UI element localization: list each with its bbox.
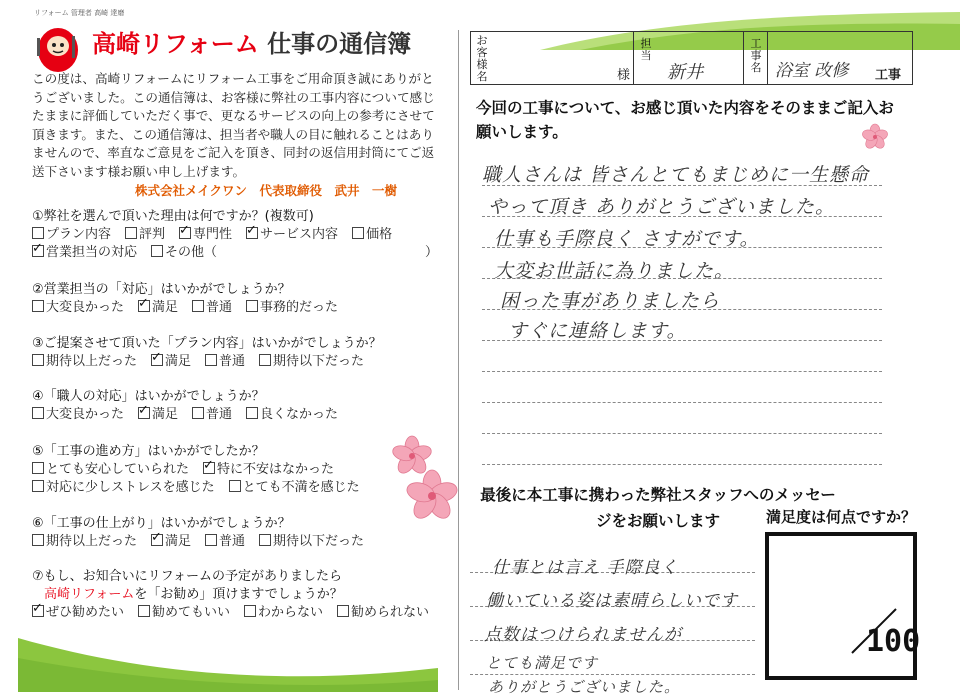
daruma-logo xyxy=(28,16,88,76)
option[interactable] xyxy=(151,245,438,260)
option-label: 特に不安はなかった xyxy=(217,462,335,477)
option[interactable] xyxy=(32,480,215,495)
impressions-prompt: 今回の工事について、お感じ頂いた内容をそのままご記入お願いします。 xyxy=(476,99,894,141)
question-1 xyxy=(32,208,452,262)
option-label: 普通 xyxy=(219,534,246,549)
option-label: 満足 xyxy=(165,534,192,549)
option[interactable] xyxy=(32,534,137,549)
option-label: 良くなかった xyxy=(260,407,339,422)
checkbox[interactable] xyxy=(32,534,44,546)
message-line: とても満足です xyxy=(486,654,599,672)
question-title-text: ①弊社を選んで頂いた理由は何ですか？(複数可) xyxy=(32,209,314,224)
satisfaction-score: 100 xyxy=(866,624,921,659)
option-label: 期待以下だった xyxy=(273,534,365,549)
tanto-label: 担当 xyxy=(640,37,652,62)
brand-name: 高崎リフォーム xyxy=(44,587,135,602)
option-label: 期待以下だった xyxy=(273,354,365,369)
option-row xyxy=(32,353,382,371)
option-label: 期待以上だった xyxy=(46,534,138,549)
impression-line: すぐに連絡します。 xyxy=(508,320,687,342)
checkbox[interactable] xyxy=(192,300,204,312)
option-label: 勧められない xyxy=(351,605,430,620)
option-row xyxy=(32,299,352,317)
koji-suffix: 工事 xyxy=(875,68,902,83)
checkbox[interactable] xyxy=(32,227,44,239)
option[interactable] xyxy=(352,227,392,242)
option-label: サービス内容 xyxy=(260,227,339,242)
option-label: 専門性 xyxy=(193,227,233,242)
question-title xyxy=(32,515,378,533)
option-label: 普通 xyxy=(206,407,233,422)
option[interactable] xyxy=(246,300,338,315)
option-label: とても不満を感じた xyxy=(242,480,360,495)
option-label: 営業担当の対応 xyxy=(46,245,138,260)
option-label: 満足 xyxy=(165,354,192,369)
option[interactable] xyxy=(151,354,191,369)
question-2 xyxy=(32,281,352,317)
option[interactable] xyxy=(32,407,124,422)
checkbox[interactable] xyxy=(32,354,44,366)
impression-line: 仕事も手際良く さすがです。 xyxy=(494,228,760,250)
option[interactable] xyxy=(203,462,334,477)
logo-caption: リフォーム 管理者 高崎 達磨 xyxy=(34,9,125,17)
question-title-text: を「お勧め」頂けますでしょうか？ xyxy=(134,587,343,602)
question-title-text: ②営業担当の「対応」はいかがでしょうか？ xyxy=(32,282,291,297)
checkbox[interactable] xyxy=(125,227,137,239)
checkbox[interactable] xyxy=(138,605,150,617)
satisfaction-prompt: 満足度は何点ですか？ xyxy=(766,508,917,526)
checkbox[interactable] xyxy=(244,605,256,617)
option-label: 満足 xyxy=(152,407,179,422)
option[interactable] xyxy=(244,605,323,620)
option-row xyxy=(32,604,443,622)
checked-checkbox[interactable] xyxy=(246,227,258,239)
option[interactable] xyxy=(246,227,338,242)
impression-line: やって頂き ありがとうございました。 xyxy=(488,196,836,218)
question-5 xyxy=(32,443,374,497)
question-title xyxy=(32,335,382,353)
brand-name: 高崎リフォーム xyxy=(92,30,259,58)
option-row xyxy=(32,461,374,479)
intro-text: この度は、高崎リフォームにリフォーム工事をご用命頂き誠にありがとうございました。この通信簿は、お客様に弊社の工事内容について感じたままに評価していただく事で、更なるサービスの向上の参考にさせて頂きます。また、この通信簿は、担当者や職人の目に触れることはありませんので、率直なご意見をご記入を頂き、同封の返信用封筒にてご返送下さいます様お願い申し上げます。 xyxy=(32,71,435,179)
option-row xyxy=(32,226,452,244)
checkbox[interactable] xyxy=(151,245,163,257)
impression-line: 困った事がありましたら xyxy=(500,290,721,312)
checkbox[interactable] xyxy=(337,605,349,617)
option-row xyxy=(32,406,352,424)
message-line: ありがとうございました。 xyxy=(488,678,681,696)
option[interactable] xyxy=(138,300,178,315)
option[interactable] xyxy=(179,227,232,242)
option-label: 評判 xyxy=(139,227,166,242)
option-label: その他（ ） xyxy=(165,245,439,260)
option[interactable] xyxy=(259,534,364,549)
option[interactable] xyxy=(32,462,189,477)
question-title xyxy=(32,281,352,299)
option[interactable] xyxy=(138,605,230,620)
checked-checkbox[interactable] xyxy=(151,354,163,366)
title-rest: 仕事の通信簿 xyxy=(258,30,412,58)
checkbox[interactable] xyxy=(205,534,217,546)
center-divider xyxy=(458,30,459,690)
option-label: とても安心していられた xyxy=(46,462,190,477)
customer-info-form xyxy=(470,31,913,85)
option[interactable] xyxy=(32,605,124,620)
option-label: 勧めてもいい xyxy=(152,605,231,620)
option-row xyxy=(32,244,452,262)
checkbox[interactable] xyxy=(32,462,44,474)
message-line: 仕事とは言え 手際良く xyxy=(492,558,679,578)
option-label: 普通 xyxy=(206,300,233,315)
option-label: 大変良かった xyxy=(46,300,125,315)
page-title xyxy=(92,24,411,59)
question-3 xyxy=(32,335,382,371)
option-row xyxy=(32,533,378,551)
checkbox[interactable] xyxy=(259,354,271,366)
option[interactable] xyxy=(151,534,191,549)
checkbox[interactable] xyxy=(259,534,271,546)
option[interactable] xyxy=(138,407,178,422)
option[interactable] xyxy=(192,300,232,315)
question-title-text: ⑥「工事の仕上がり」はいかがでしょうか？ xyxy=(32,516,291,531)
checkbox[interactable] xyxy=(32,407,44,419)
question-title-text: ⑦もし、お知合いにリフォームの予定がありましたら xyxy=(32,569,343,584)
option-row xyxy=(32,479,374,497)
checked-checkbox[interactable] xyxy=(138,407,150,419)
checked-checkbox[interactable] xyxy=(32,605,44,617)
option[interactable] xyxy=(125,227,165,242)
checked-checkbox[interactable] xyxy=(151,534,163,546)
question-title-text: ③ご提案させて頂いた「プラン内容」はいかがでしょうか？ xyxy=(32,336,382,351)
option-label: ぜひ勧めたい xyxy=(46,605,125,620)
option[interactable] xyxy=(229,480,360,495)
tanto-value: 新井 xyxy=(667,62,703,83)
customer-label: お客様名 xyxy=(476,34,488,83)
message-line: 点数はつけられませんが xyxy=(484,625,682,645)
checkbox[interactable] xyxy=(246,300,258,312)
option-label: 満足 xyxy=(152,300,179,315)
checkbox[interactable] xyxy=(192,407,204,419)
option[interactable] xyxy=(246,407,338,422)
koji-value: 浴室 改修 xyxy=(775,61,849,81)
checked-checkbox[interactable] xyxy=(179,227,191,239)
checkbox[interactable] xyxy=(32,480,44,492)
question-6 xyxy=(32,515,378,551)
impression-line: 職人さんは 皆さんとてもまじめに一生懸命 xyxy=(482,164,870,186)
company-signature: 株式会社メイクワン 代表取締役 武井 一樹 xyxy=(135,183,398,198)
checked-checkbox[interactable] xyxy=(203,462,215,474)
checkbox[interactable] xyxy=(205,354,217,366)
sama-label: 様 xyxy=(617,68,631,83)
message-prompt: 最後に本工事に携わった弊社スタッフへのメッセージをお願いします xyxy=(480,486,836,530)
option[interactable] xyxy=(205,534,245,549)
checkbox[interactable] xyxy=(229,480,241,492)
option[interactable] xyxy=(32,300,124,315)
impression-line: 大変お世話に為りました。 xyxy=(494,260,735,282)
option-label: 大変良かった xyxy=(46,407,125,422)
bottom-green-band xyxy=(18,628,438,692)
option-label: 対応に少しストレスを感じた xyxy=(46,480,215,495)
option-label: 事務的だった xyxy=(260,300,339,315)
option[interactable] xyxy=(32,227,111,242)
option-label: 普通 xyxy=(219,354,246,369)
option[interactable] xyxy=(337,605,429,620)
checked-checkbox[interactable] xyxy=(138,300,150,312)
option-label: わからない xyxy=(258,605,324,620)
question-title-line2 xyxy=(32,586,443,604)
sakura-icon xyxy=(404,468,460,524)
question-title-text: ⑤「工事の進め方」はいかがでしたか？ xyxy=(32,444,265,459)
koji-label: 工事名 xyxy=(750,37,762,74)
question-title xyxy=(32,208,452,226)
question-7 xyxy=(32,568,443,622)
question-title xyxy=(32,388,352,406)
option-label: 価格 xyxy=(366,227,393,242)
checkbox[interactable] xyxy=(352,227,364,239)
question-title-text: ④「職人の対応」はいかがでしょうか？ xyxy=(32,389,265,404)
message-line: 働いている姿は素晴らしいです xyxy=(486,591,738,611)
option[interactable] xyxy=(192,407,232,422)
option[interactable] xyxy=(32,245,137,260)
option[interactable] xyxy=(259,354,364,369)
checked-checkbox[interactable] xyxy=(32,245,44,257)
option-label: 期待以上だった xyxy=(46,354,138,369)
checkbox[interactable] xyxy=(32,300,44,312)
option-label: プラン内容 xyxy=(46,227,112,242)
option[interactable] xyxy=(32,354,137,369)
option[interactable] xyxy=(205,354,245,369)
question-4 xyxy=(32,388,352,424)
checkbox[interactable] xyxy=(246,407,258,419)
question-title xyxy=(32,568,443,586)
